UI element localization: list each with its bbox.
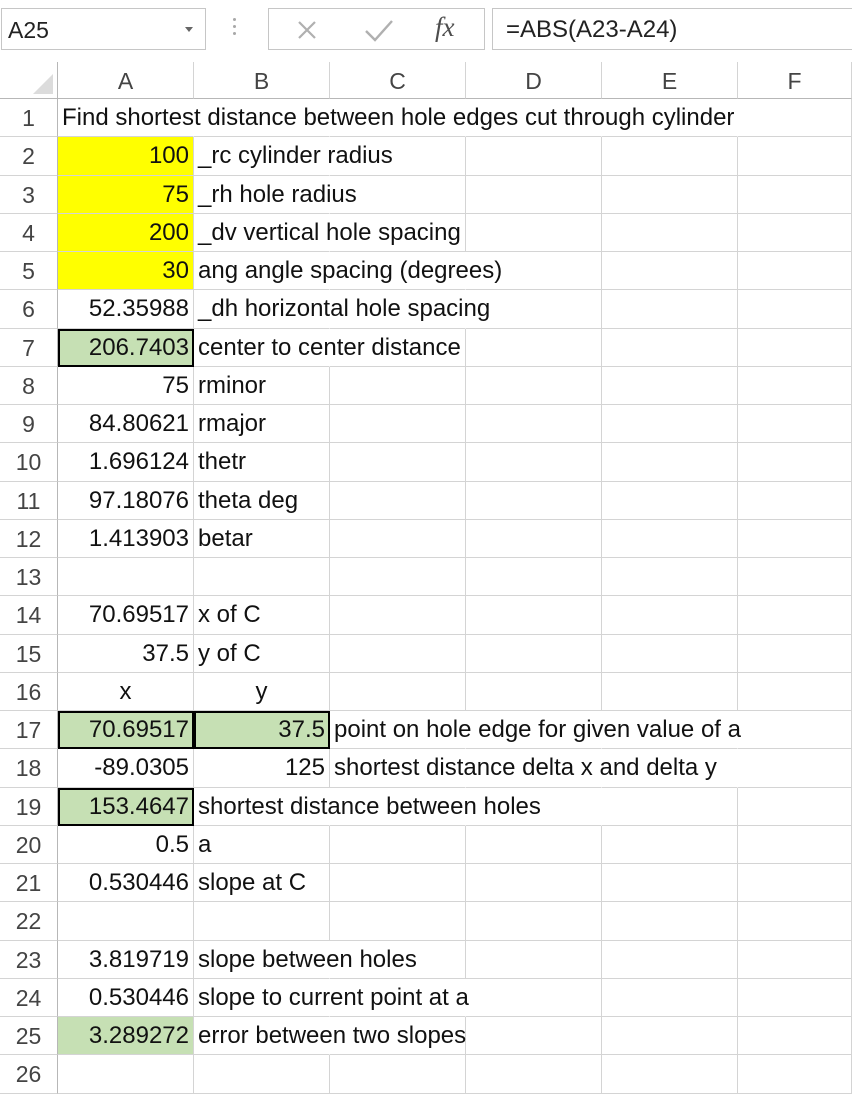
- cell-e12[interactable]: [602, 520, 738, 558]
- cell-d23[interactable]: [466, 941, 602, 979]
- row-header-3[interactable]: 3: [0, 176, 58, 214]
- cell-c8[interactable]: [330, 367, 466, 405]
- cell-f14[interactable]: [738, 596, 852, 634]
- cell-b15[interactable]: [194, 635, 330, 673]
- cell-f1[interactable]: [738, 99, 852, 137]
- cell-f15[interactable]: [738, 635, 852, 673]
- cell-c10[interactable]: [330, 443, 466, 481]
- cell-d20[interactable]: [466, 826, 602, 864]
- cell-b8[interactable]: [194, 367, 330, 405]
- cell-f9[interactable]: [738, 405, 852, 443]
- cell-a23[interactable]: [58, 941, 194, 979]
- cell-b4[interactable]: [194, 214, 461, 252]
- cell-value-a4: 200: [148, 218, 189, 246]
- cell-e13[interactable]: [602, 558, 738, 596]
- cell-value-a14: 70.69517: [88, 601, 189, 629]
- cell-a7[interactable]: [58, 329, 194, 367]
- cell-e6[interactable]: [602, 290, 738, 328]
- cell-a21[interactable]: [58, 864, 194, 902]
- row-header-21[interactable]: 21: [0, 864, 58, 902]
- row-header-25[interactable]: 25: [0, 1017, 58, 1055]
- cell-d25[interactable]: [466, 1017, 602, 1055]
- cell-b11[interactable]: [194, 482, 330, 520]
- cell-d2[interactable]: [466, 137, 602, 175]
- row-header-20[interactable]: 20: [0, 826, 58, 864]
- cell-c11[interactable]: [330, 482, 466, 520]
- cell-a11[interactable]: [58, 482, 194, 520]
- spreadsheet-grid: [0, 62, 852, 1086]
- cell-value-a15: 37.5: [142, 639, 189, 667]
- cell-value-a11: 97.18076: [88, 486, 189, 514]
- cell-b7[interactable]: [194, 329, 461, 367]
- cell-d9[interactable]: [466, 405, 602, 443]
- select-all-button[interactable]: [0, 62, 58, 99]
- name-box-value: A25: [8, 17, 49, 43]
- cell-value-a20: 0.5: [155, 830, 189, 858]
- cell-value-a23: 3.819719: [88, 945, 189, 973]
- cell-f24[interactable]: [738, 979, 852, 1017]
- cell-b25[interactable]: [194, 1017, 467, 1055]
- row-header-14[interactable]: 14: [0, 596, 58, 634]
- cell-f11[interactable]: [738, 482, 852, 520]
- cell-b24[interactable]: [194, 979, 469, 1017]
- cell-a22[interactable]: [58, 902, 194, 940]
- cell-value-a10: 1.696124: [88, 448, 189, 476]
- cell-b16[interactable]: [194, 673, 330, 711]
- cell-e26[interactable]: [602, 1055, 738, 1093]
- cell-e7[interactable]: [602, 329, 738, 367]
- cell-b18[interactable]: [194, 749, 330, 787]
- cell-e15[interactable]: [602, 635, 738, 673]
- cell-a24[interactable]: [58, 979, 194, 1017]
- row-header-1[interactable]: 1: [0, 99, 58, 137]
- cell-value-a19: 153.4647: [88, 792, 189, 820]
- cell-a6[interactable]: [58, 290, 194, 328]
- cell-d16[interactable]: [466, 673, 602, 711]
- cell-value-b16: y: [255, 677, 268, 705]
- cell-f25[interactable]: [738, 1017, 852, 1055]
- row-header-18[interactable]: 18: [0, 749, 58, 787]
- cell-a17[interactable]: [58, 711, 194, 749]
- row-header-13[interactable]: 13: [0, 558, 58, 596]
- cell-a18[interactable]: [58, 749, 194, 787]
- cell-f20[interactable]: [738, 826, 852, 864]
- cell-value-c17: point on hole edge for given value of a: [334, 716, 741, 743]
- cell-f23[interactable]: [738, 941, 852, 979]
- cell-b20[interactable]: [194, 826, 330, 864]
- cell-d14[interactable]: [466, 596, 602, 634]
- cell-value-b3: _rh hole radius: [198, 180, 357, 208]
- cell-f10[interactable]: [738, 443, 852, 481]
- cell-e3[interactable]: [602, 176, 738, 214]
- cell-value-b12: betar: [198, 524, 253, 552]
- cell-b13[interactable]: [194, 558, 330, 596]
- column-header-a[interactable]: A: [58, 62, 194, 99]
- cell-d21[interactable]: [466, 864, 602, 902]
- cell-value-b11: theta deg: [198, 486, 299, 514]
- cell-a9[interactable]: [58, 405, 194, 443]
- cell-value-b7: center to center distance: [198, 333, 461, 361]
- cell-value-a21: 0.530446: [88, 869, 189, 896]
- cell-value-b4: _dv vertical hole spacing: [198, 218, 461, 246]
- row-header-9[interactable]: 9: [0, 405, 58, 443]
- cell-f19[interactable]: [738, 788, 852, 826]
- cell-value-b10: thetr: [198, 448, 247, 476]
- row-header-6[interactable]: 6: [0, 290, 58, 328]
- cell-a14[interactable]: [58, 596, 194, 634]
- cell-a13[interactable]: [58, 558, 194, 596]
- cell-value-a8: 75: [162, 371, 189, 399]
- cell-value-b21: slope at C: [198, 869, 307, 896]
- cell-value-a7: 206.7403: [88, 333, 189, 361]
- cell-value-a5: 30: [162, 257, 189, 284]
- column-header-d[interactable]: D: [466, 62, 602, 99]
- cell-c22[interactable]: [330, 902, 466, 940]
- cell-e9[interactable]: [602, 405, 738, 443]
- cell-a4[interactable]: [58, 214, 194, 252]
- cell-value-b5: ang angle spacing (degrees): [198, 257, 503, 284]
- cell-b22[interactable]: [194, 902, 330, 940]
- cell-e25[interactable]: [602, 1017, 738, 1055]
- cell-e19[interactable]: [602, 788, 738, 826]
- cell-c9[interactable]: [330, 405, 466, 443]
- cell-e20[interactable]: [602, 826, 738, 864]
- cell-e22[interactable]: [602, 902, 738, 940]
- cell-c16[interactable]: [330, 673, 466, 711]
- cell-c12[interactable]: [330, 520, 466, 558]
- cell-d8[interactable]: [466, 367, 602, 405]
- formula-text: =ABS(A23-A24): [506, 16, 678, 43]
- cell-b6[interactable]: [194, 290, 491, 328]
- cell-e16[interactable]: [602, 673, 738, 711]
- cell-d22[interactable]: [466, 902, 602, 940]
- cell-b10[interactable]: [194, 443, 330, 481]
- cell-f2[interactable]: [738, 137, 852, 175]
- row-header-15[interactable]: 15: [0, 635, 58, 673]
- row-header-26[interactable]: 26: [0, 1055, 58, 1093]
- formula-buttons: [268, 8, 485, 50]
- cell-b5[interactable]: [194, 252, 503, 290]
- row-header-24[interactable]: 24: [0, 979, 58, 1017]
- cell-a8[interactable]: [58, 367, 194, 405]
- cell-b3[interactable]: [194, 176, 357, 214]
- insert-function-button[interactable]: fx: [435, 12, 455, 42]
- cell-value-a12: 1.413903: [88, 524, 189, 552]
- cell-f3[interactable]: [738, 176, 852, 214]
- cell-value-a1: Find shortest distance between hole edges cut through cylinder: [62, 104, 735, 131]
- cell-f26[interactable]: [738, 1055, 852, 1093]
- cancel-icon[interactable]: [291, 14, 323, 46]
- cell-e21[interactable]: [602, 864, 738, 902]
- cell-value-b6: _dh horizontal hole spacing: [198, 295, 491, 323]
- row-header-10[interactable]: 10: [0, 443, 58, 481]
- cell-value-b2: _rc cylinder radius: [198, 142, 393, 170]
- cell-value-a9: 84.80621: [88, 410, 189, 437]
- row-header-16[interactable]: 16: [0, 673, 58, 711]
- cell-b23[interactable]: [194, 941, 417, 979]
- cell-a20[interactable]: [58, 826, 194, 864]
- cell-c14[interactable]: [330, 596, 466, 634]
- cell-e5[interactable]: [602, 252, 738, 290]
- cell-value-a6: 52.35988: [88, 295, 189, 323]
- cell-e23[interactable]: [602, 941, 738, 979]
- checkmark-icon[interactable]: [361, 14, 397, 46]
- cell-value-b20: a: [198, 830, 212, 858]
- column-header-b[interactable]: B: [194, 62, 330, 99]
- cell-a10[interactable]: [58, 443, 194, 481]
- formula-bar: [0, 0, 852, 62]
- cell-a1[interactable]: [58, 99, 735, 137]
- cell-d3[interactable]: [466, 176, 602, 214]
- row-header-17[interactable]: 17: [0, 711, 58, 749]
- cell-d4[interactable]: [466, 214, 602, 252]
- cell-value-a3: 75: [162, 180, 189, 208]
- cell-value-b14: x of C: [198, 601, 261, 629]
- cell-e10[interactable]: [602, 443, 738, 481]
- row-header-23[interactable]: 23: [0, 941, 58, 979]
- cell-f21[interactable]: [738, 864, 852, 902]
- vertical-dots-icon[interactable]: [233, 18, 237, 40]
- cell-value-a16: x: [119, 677, 132, 705]
- row-header-8[interactable]: 8: [0, 367, 58, 405]
- cell-f4[interactable]: [738, 214, 852, 252]
- cell-a3[interactable]: [58, 176, 194, 214]
- cell-b12[interactable]: [194, 520, 330, 558]
- cell-f16[interactable]: [738, 673, 852, 711]
- cell-value-b24: slope to current point at a: [198, 983, 469, 1011]
- formula-input[interactable]: [492, 8, 852, 50]
- cell-a5[interactable]: [58, 252, 194, 290]
- row-header-22[interactable]: 22: [0, 902, 58, 940]
- cell-a19[interactable]: [58, 788, 194, 826]
- cell-value-b23: slope between holes: [198, 945, 417, 973]
- cell-value-c18: shortest distance delta x and delta y: [334, 754, 717, 782]
- cell-e8[interactable]: [602, 367, 738, 405]
- cell-b9[interactable]: [194, 405, 330, 443]
- column-header-e[interactable]: E: [602, 62, 738, 99]
- cell-d7[interactable]: [466, 329, 602, 367]
- cell-c13[interactable]: [330, 558, 466, 596]
- chevron-down-icon[interactable]: [185, 27, 193, 32]
- cell-f17[interactable]: [738, 711, 852, 749]
- cell-value-b17: 37.5: [278, 716, 325, 743]
- cell-d10[interactable]: [466, 443, 602, 481]
- cell-b17[interactable]: [194, 711, 330, 749]
- cell-value-a25: 3.289272: [88, 1022, 189, 1049]
- cell-value-a18: -89.0305: [94, 754, 189, 782]
- cell-e4[interactable]: [602, 214, 738, 252]
- cell-value-a2: 100: [148, 142, 189, 170]
- row-header-19[interactable]: 19: [0, 788, 58, 826]
- cell-e2[interactable]: [602, 137, 738, 175]
- cell-value-b19: shortest distance between holes: [198, 792, 541, 820]
- cell-c17[interactable]: [330, 711, 741, 749]
- column-header-c[interactable]: C: [330, 62, 466, 99]
- cell-f6[interactable]: [738, 290, 852, 328]
- cell-value-a24: 0.530446: [88, 983, 189, 1011]
- cell-d13[interactable]: [466, 558, 602, 596]
- cell-c15[interactable]: [330, 635, 466, 673]
- cell-a2[interactable]: [58, 137, 194, 175]
- cell-f7[interactable]: [738, 329, 852, 367]
- name-box[interactable]: [1, 8, 206, 50]
- cell-f8[interactable]: [738, 367, 852, 405]
- cell-e11[interactable]: [602, 482, 738, 520]
- cell-d12[interactable]: [466, 520, 602, 558]
- row-header-4[interactable]: 4: [0, 214, 58, 252]
- cell-b19[interactable]: [194, 788, 541, 826]
- row-header-11[interactable]: 11: [0, 482, 58, 520]
- cell-c20[interactable]: [330, 826, 466, 864]
- cell-a15[interactable]: [58, 635, 194, 673]
- column-header-f[interactable]: F: [738, 62, 852, 99]
- cell-f12[interactable]: [738, 520, 852, 558]
- cell-b14[interactable]: [194, 596, 330, 634]
- row-header-12[interactable]: 12: [0, 520, 58, 558]
- row-header-2[interactable]: 2: [0, 137, 58, 175]
- cell-f22[interactable]: [738, 902, 852, 940]
- cell-c26[interactable]: [330, 1055, 466, 1093]
- cell-a26[interactable]: [58, 1055, 194, 1093]
- cell-d24[interactable]: [466, 979, 602, 1017]
- cell-d26[interactable]: [466, 1055, 602, 1093]
- cell-c18[interactable]: [330, 749, 717, 787]
- cell-a25[interactable]: [58, 1017, 194, 1055]
- cell-value-b9: rmajor: [198, 410, 267, 437]
- cell-e14[interactable]: [602, 596, 738, 634]
- cell-c21[interactable]: [330, 864, 466, 902]
- cell-value-b15: y of C: [198, 639, 261, 667]
- cell-value-a17: 70.69517: [88, 716, 189, 743]
- cell-a12[interactable]: [58, 520, 194, 558]
- cell-d11[interactable]: [466, 482, 602, 520]
- cell-value-b18: 125: [284, 754, 325, 782]
- cell-e24[interactable]: [602, 979, 738, 1017]
- cell-a16[interactable]: [58, 673, 194, 711]
- cell-b2[interactable]: [194, 137, 393, 175]
- cell-value-b8: rminor: [198, 371, 267, 399]
- row-header-5[interactable]: 5: [0, 252, 58, 290]
- cell-d15[interactable]: [466, 635, 602, 673]
- cell-f18[interactable]: [738, 749, 852, 787]
- row-header-7[interactable]: 7: [0, 329, 58, 367]
- cell-f13[interactable]: [738, 558, 852, 596]
- cell-b26[interactable]: [194, 1055, 330, 1093]
- cell-value-b25: error between two slopes: [198, 1022, 467, 1049]
- cell-f5[interactable]: [738, 252, 852, 290]
- cell-b21[interactable]: [194, 864, 330, 902]
